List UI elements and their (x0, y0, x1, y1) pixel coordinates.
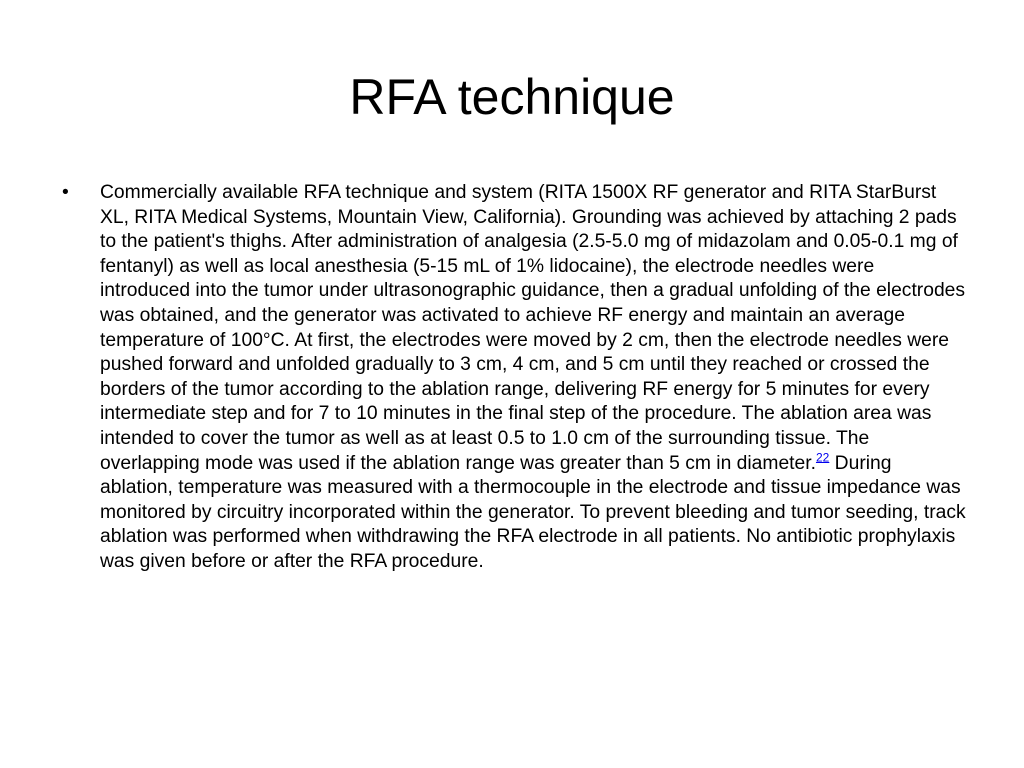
slide-title: RFA technique (349, 69, 675, 125)
reference-link[interactable]: 22 (815, 450, 830, 465)
bullet-icon: • (62, 182, 69, 203)
bullet-item (62, 181, 967, 575)
slide-content (62, 181, 967, 575)
paragraph-text-after: During ablation, temperature was measured with a thermocouple in the electrode and tissue impedance was monitored by circuitry incorporated within the generator. To prevent bleeding and tumor seeding, track ablation was performed when withdrawing the RFA electrode in all patients. No antibiotic prophylaxis was given before or after the RFA procedure. (100, 452, 966, 572)
paragraph-text-before: Commercially available RFA technique and system (RITA 1500X RF generator and RITA StarBurst XL, RITA Medical Systems, Mountain View, California). Grounding was achieved by attaching 2 pads to the patient's thighs. After administration of analgesia (2.5-5.0 mg of midazolam and 0.05-0.1 mg of fentanyl) as well as local anesthesia (5-15 mL of 1% lidocaine), the electrode needles were introduced into the tumor under ultrasonographic guidance, then a gradual unfolding of the electrodes was obtained, and the generator was activated to achieve RF energy and maintain an average temperature of 100°C. At first, the electrodes were moved by 2 cm, then the electrode needles were pushed forward and unfolded gradually to 3 cm, 4 cm, and 5 cm until they reached or crossed the borders of the tumor according to the ablation range, delivering RF energy for 5 minutes for every intermediate step and for 7 to 10 minutes in the final step of the procedure. The ablation area was intended to cover the tumor as well as at least 0.5 to 1.0 cm of the surrounding tissue. The overlapping mode was used if the ablation range was greater than 5 cm in diameter. (100, 182, 966, 474)
